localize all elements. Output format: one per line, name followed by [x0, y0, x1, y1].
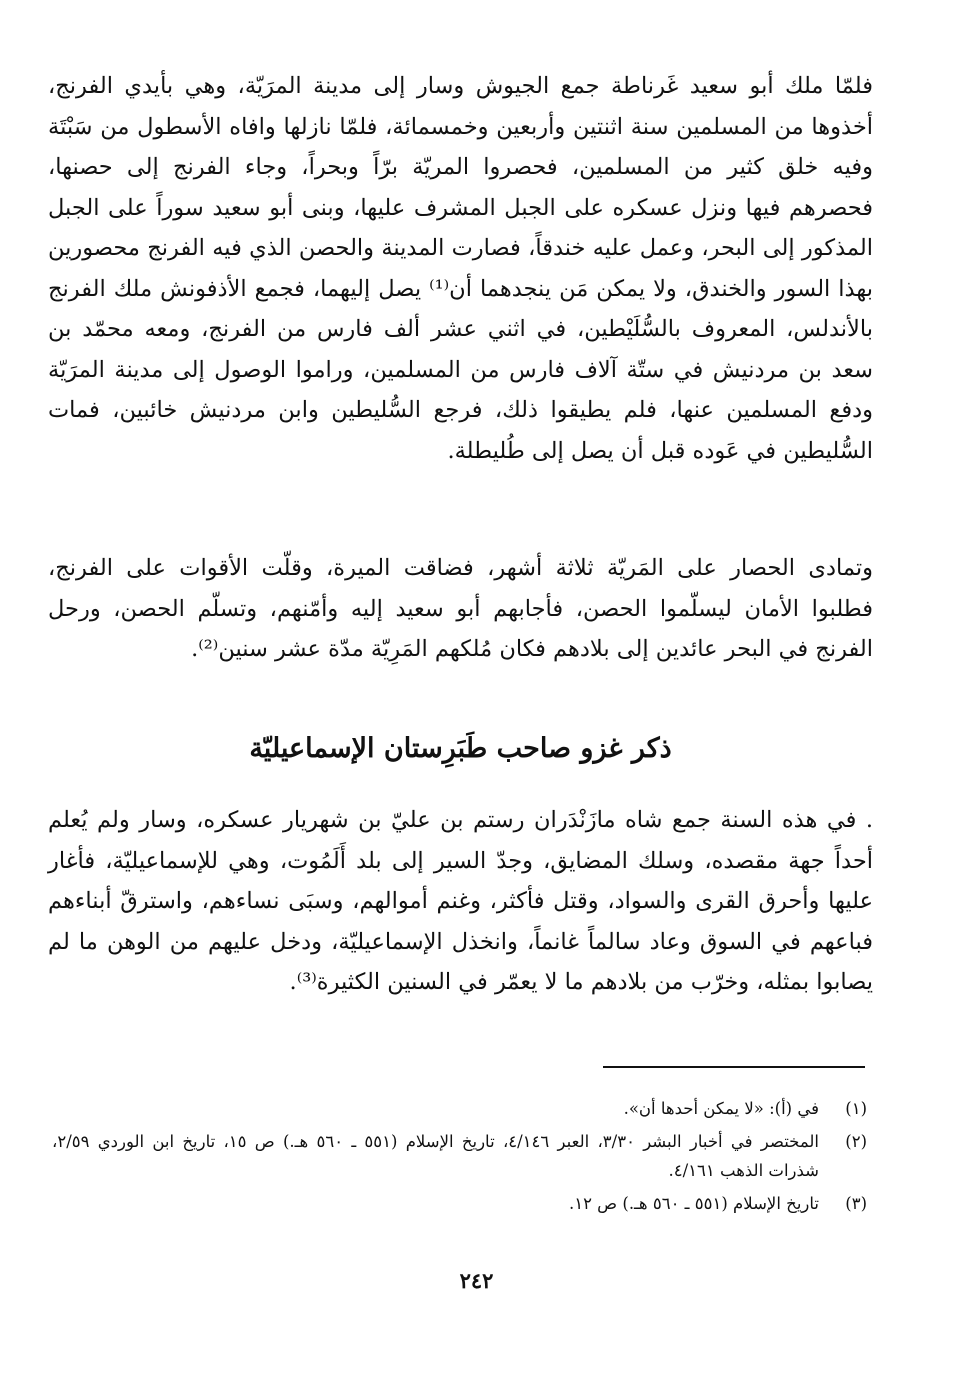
footnote-number: (٢)	[845, 1132, 867, 1151]
footnote-number: (١)	[845, 1099, 867, 1118]
footnote-text: تاريخ الإسلام (٥٥١ ـ ٥٦٠ هـ.) ص ١٢.	[568, 1194, 819, 1213]
page-number: ٢٤٢	[459, 1268, 494, 1293]
footnotes-list	[52, 1094, 867, 1222]
footnote-2	[52, 1127, 867, 1185]
body-paragraph-2: وتمادى الحصار على المَريّة ثلاثة أشهر، فضاقت الميرة، وقلّت الأقوات على الفرنج، فطلبوا الأمان ليسلّموا الحصن، فأجابهم أبو سعيد إليه وأمّنهم، وتسلّم الحصن، ورحل الفرنج في البحر عائدين إلى بلادهم فكان مُلكهم المَرِيّة مدّة عشر سنين⁽²⁾.	[48, 555, 873, 662]
footnote-separator	[603, 1066, 865, 1068]
footnote-3	[52, 1189, 867, 1218]
footnote-1	[52, 1094, 867, 1123]
section-heading: ذكر غزو صاحب طَبَرِستان الإسماعيليّة	[249, 733, 672, 764]
footnote-text: في (أ): «لا يمكن أحدها أن».	[623, 1099, 819, 1118]
body-paragraph-3: . في هذه السنة جمع شاه مازَنْدَران رستم بن عليّ بن شهريار عسكره، وسار ولم يُعلم أحداً جهة مقصده، وسلك المضايق، وجدّ السير إلى بلد أَلَمُوت، وهي للإسماعيليّة، فأغار عليها وأحرق القرى والسواد، وقتل فأكثر، وغنم أموالهم، وسبَى نساءهم، واسترقّ أبناءهم فباعهم في السوق وعاد سالماً غانماً، وانخذل الإسماعيليّة، ودخل عليهم من الوهن ما لم يصابوا بمثله، وخرّب من بلادهم ما لا يعمّر في السنين الكثيرة⁽³⁾.	[48, 807, 873, 995]
body-paragraph-1: فلمّا ملك أبو سعيد غَرناطة جمع الجيوش وسار إلى مدينة المرَيّة، وهي بأيدي الفرنج، أخذوها من المسلمين سنة اثنتين وأربعين وخمسمائة، فلمّا نازلها وافاه الأسطول من سَبْتَة وفيه خلق كثير من المسلمين، فحصروا المريّة برّاً وبحراً، وجاء الفرنج إلى حصنها، فحصرهم فيها ونزل عسكره على الجبل المشرف عليها، وبنى أبو سعيد سوراً على الجبل المذكور إلى البحر، وعمل عليه خندقاً، فصارت المدينة والحصن الذي فيه الفرنج محصورين بهذا السور والخندق، ولا يمكن مَن ينجدهما أن⁽¹⁾ يصل إليهما، فجمع الأذفونش ملك الفرنج بالأندلس، المعروف بالسُّلَيْطين، في اثني عشر ألف فارس من الفرنج، ومعه محمّد بن سعد بن مردنيش في ستّة آلاف فارس من المسلمين، وراموا الوصول إلى مدينة المرَيّة ودفع المسلمين عنها، فلم يطيقوا ذلك، فرجع السُّليطين وابن مردنيش خائبين، فمات السُّليطين في عَوده قبل أن يصل إلى طُليطلة.	[48, 73, 873, 464]
footnote-number: (٣)	[845, 1194, 867, 1213]
footnote-text: المختصر في أخبار البشر ٣/٣٠، العبر ٤/١٤٦، تاريخ الإسلام (٥٥١ ـ ٥٦٠ هـ.) ص ١٥، تاريخ ابن الوردي ٢/٥٩، شذرات الذهب ٤/١٦١.	[52, 1132, 819, 1180]
